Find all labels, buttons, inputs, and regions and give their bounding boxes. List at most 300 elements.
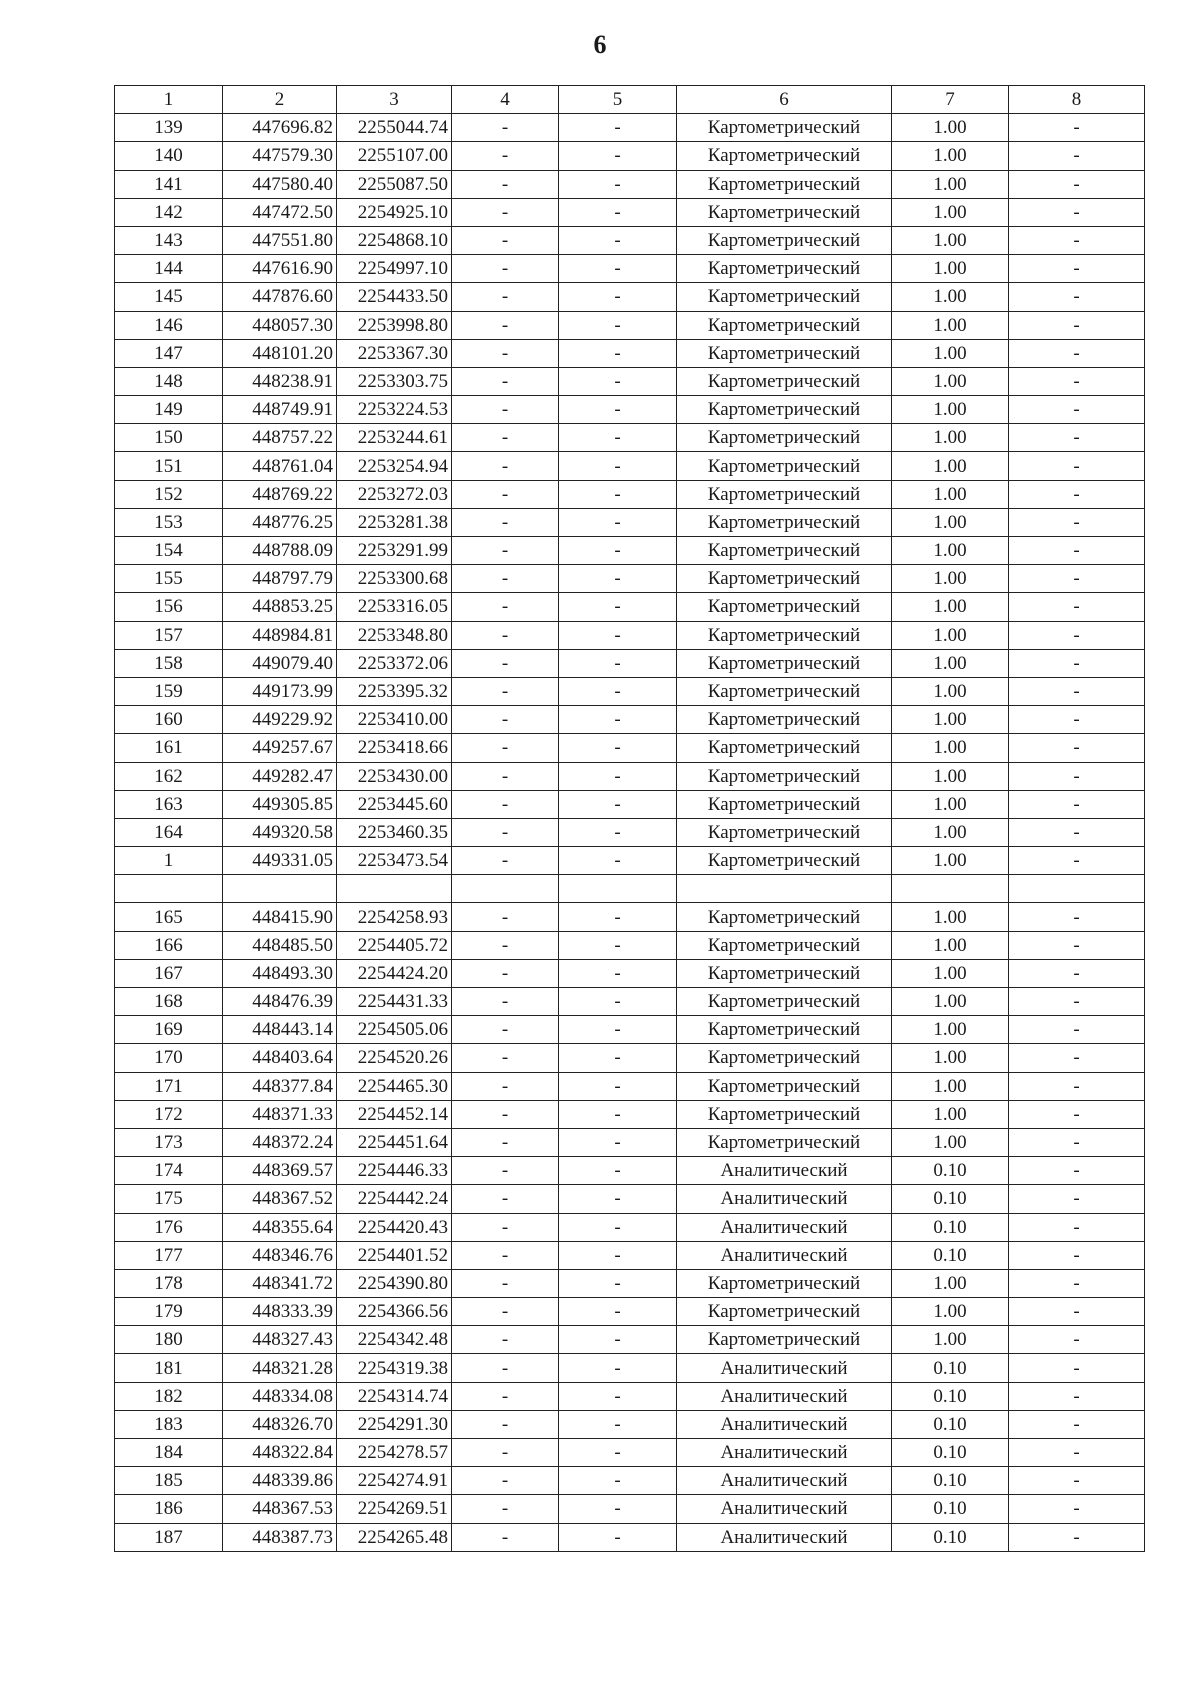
table-cell: 448377.84 <box>223 1072 337 1100</box>
table-cell: 180 <box>115 1326 223 1354</box>
table-cell: 448797.79 <box>223 565 337 593</box>
table-cell <box>115 875 223 903</box>
table-cell: - <box>1009 1157 1145 1185</box>
table-cell: 448769.22 <box>223 480 337 508</box>
table-cell: 1.00 <box>892 959 1009 987</box>
table-cell: 448415.90 <box>223 903 337 931</box>
table-cell: 142 <box>115 198 223 226</box>
table-cell: 448367.53 <box>223 1495 337 1523</box>
table-row <box>115 508 1145 536</box>
table-cell: - <box>1009 537 1145 565</box>
table-cell: 1.00 <box>892 480 1009 508</box>
table-cell: 2254401.52 <box>337 1241 452 1269</box>
table-cell: - <box>452 226 559 254</box>
table-cell: - <box>452 1439 559 1467</box>
table-cell: 448476.39 <box>223 988 337 1016</box>
table-cell: - <box>452 1016 559 1044</box>
table-cell: - <box>1009 1072 1145 1100</box>
table-row <box>115 1185 1145 1213</box>
table-cell: Картометрический <box>677 424 892 452</box>
table-cell: 447876.60 <box>223 283 337 311</box>
table-cell: 447551.80 <box>223 226 337 254</box>
table-cell: - <box>452 1100 559 1128</box>
table-cell: 1.00 <box>892 762 1009 790</box>
table-cell: - <box>452 424 559 452</box>
table-cell: Картометрический <box>677 988 892 1016</box>
table-cell: Картометрический <box>677 1298 892 1326</box>
table-row <box>115 988 1145 1016</box>
table-cell: - <box>452 1213 559 1241</box>
table-cell: - <box>559 621 677 649</box>
table-cell: 448776.25 <box>223 508 337 536</box>
table-body <box>115 114 1145 1552</box>
table-row <box>115 790 1145 818</box>
table-cell: 448761.04 <box>223 452 337 480</box>
table-cell: 181 <box>115 1354 223 1382</box>
table-cell: 2254319.38 <box>337 1354 452 1382</box>
table-cell: Картометрический <box>677 1269 892 1297</box>
table-cell: - <box>559 114 677 142</box>
table-cell: - <box>1009 818 1145 846</box>
table-cell: 0.10 <box>892 1495 1009 1523</box>
table-cell: - <box>452 903 559 931</box>
table-cell: 2254274.91 <box>337 1467 452 1495</box>
table-cell: - <box>452 537 559 565</box>
table-cell: 2253395.32 <box>337 677 452 705</box>
table-cell: 2253410.00 <box>337 706 452 734</box>
table-cell: - <box>559 1495 677 1523</box>
table-cell: 177 <box>115 1241 223 1269</box>
page-number: 6 <box>593 30 607 59</box>
table-cell: Картометрический <box>677 790 892 818</box>
table-cell: Аналитический <box>677 1241 892 1269</box>
table-cell: 2253348.80 <box>337 621 452 649</box>
table-cell: 150 <box>115 424 223 452</box>
table-cell: 187 <box>115 1523 223 1551</box>
table-row <box>115 424 1145 452</box>
table-row <box>115 875 1145 903</box>
table-cell: 2253445.60 <box>337 790 452 818</box>
table-cell: 1.00 <box>892 114 1009 142</box>
table-cell: - <box>452 959 559 987</box>
table-cell: Картометрический <box>677 508 892 536</box>
table-cell: - <box>1009 1185 1145 1213</box>
table-cell: 449331.05 <box>223 847 337 875</box>
table-cell: - <box>1009 452 1145 480</box>
table-cell: 158 <box>115 649 223 677</box>
table-row <box>115 1467 1145 1495</box>
table-cell: - <box>452 198 559 226</box>
table-cell: - <box>559 1157 677 1185</box>
table-cell: Аналитический <box>677 1213 892 1241</box>
table-cell: 2254465.30 <box>337 1072 452 1100</box>
table-cell: Картометрический <box>677 367 892 395</box>
table-cell: 143 <box>115 226 223 254</box>
table-cell: - <box>1009 649 1145 677</box>
table-cell: Картометрический <box>677 114 892 142</box>
table-cell: Картометрический <box>677 734 892 762</box>
table-cell: - <box>559 1072 677 1100</box>
table-cell: 448757.22 <box>223 424 337 452</box>
table-cell: Картометрический <box>677 706 892 734</box>
table-cell: 156 <box>115 593 223 621</box>
table-cell: 152 <box>115 480 223 508</box>
header-row <box>115 86 1145 114</box>
table-cell: 448749.91 <box>223 396 337 424</box>
table-cell: 172 <box>115 1100 223 1128</box>
table-cell: - <box>452 480 559 508</box>
table-cell: - <box>559 508 677 536</box>
table-cell: 1.00 <box>892 255 1009 283</box>
table-cell <box>1009 875 1145 903</box>
table-cell: 160 <box>115 706 223 734</box>
column-header-1: 1 <box>115 86 223 114</box>
table-cell: 2254278.57 <box>337 1439 452 1467</box>
table-cell: - <box>559 1523 677 1551</box>
column-header-5: 5 <box>559 86 677 114</box>
table-cell: - <box>559 1326 677 1354</box>
column-header-8: 8 <box>1009 86 1145 114</box>
table-header <box>115 86 1145 114</box>
table-cell: 170 <box>115 1044 223 1072</box>
table-cell: - <box>1009 1241 1145 1269</box>
table-cell: - <box>1009 903 1145 931</box>
table-cell: 449229.92 <box>223 706 337 734</box>
table-cell: - <box>1009 170 1145 198</box>
table-row <box>115 818 1145 846</box>
table-row <box>115 1298 1145 1326</box>
table-row <box>115 1213 1145 1241</box>
table-cell: - <box>452 1298 559 1326</box>
table-cell: 2254342.48 <box>337 1326 452 1354</box>
table-cell: - <box>452 1128 559 1156</box>
table-cell: - <box>559 1100 677 1128</box>
table-cell: - <box>452 818 559 846</box>
table-cell: - <box>452 452 559 480</box>
table-cell: 447616.90 <box>223 255 337 283</box>
table-cell: Картометрический <box>677 677 892 705</box>
table-cell: 0.10 <box>892 1523 1009 1551</box>
table-cell: - <box>1009 283 1145 311</box>
table-cell: Картометрический <box>677 170 892 198</box>
table-cell: 2253367.30 <box>337 339 452 367</box>
table-cell: 2253272.03 <box>337 480 452 508</box>
table-cell: 185 <box>115 1467 223 1495</box>
table-cell: - <box>559 1298 677 1326</box>
table-cell: 448367.52 <box>223 1185 337 1213</box>
table-row <box>115 593 1145 621</box>
table-cell: 448346.76 <box>223 1241 337 1269</box>
table-row <box>115 1439 1145 1467</box>
table-cell: 2255107.00 <box>337 142 452 170</box>
table-cell: - <box>559 339 677 367</box>
table-cell: 2254925.10 <box>337 198 452 226</box>
table-cell: Картометрический <box>677 1016 892 1044</box>
table-cell: - <box>1009 424 1145 452</box>
table-cell: 449320.58 <box>223 818 337 846</box>
table-row <box>115 255 1145 283</box>
table-cell: 448238.91 <box>223 367 337 395</box>
table-cell: Картометрический <box>677 931 892 959</box>
table-cell: - <box>452 988 559 1016</box>
table-cell: 2253254.94 <box>337 452 452 480</box>
table-cell: 2253244.61 <box>337 424 452 452</box>
table-cell: - <box>559 1213 677 1241</box>
table-cell: 448387.73 <box>223 1523 337 1551</box>
table-cell: 2253316.05 <box>337 593 452 621</box>
table-cell: - <box>452 1354 559 1382</box>
table-cell: 148 <box>115 367 223 395</box>
table-cell: 448493.30 <box>223 959 337 987</box>
table-cell: 447579.30 <box>223 142 337 170</box>
table-cell: 0.10 <box>892 1185 1009 1213</box>
table-cell: 449305.85 <box>223 790 337 818</box>
table-cell: - <box>559 734 677 762</box>
table-cell: 1.00 <box>892 1100 1009 1128</box>
table-cell: 2254446.33 <box>337 1157 452 1185</box>
table-cell: 2253430.00 <box>337 762 452 790</box>
table-cell: 1.00 <box>892 1016 1009 1044</box>
table-row <box>115 1241 1145 1269</box>
table-row <box>115 1044 1145 1072</box>
table-cell: 448057.30 <box>223 311 337 339</box>
table-cell: 0.10 <box>892 1213 1009 1241</box>
table-cell: - <box>1009 1467 1145 1495</box>
table-cell: - <box>559 396 677 424</box>
table-cell: - <box>1009 734 1145 762</box>
table-cell: - <box>1009 1354 1145 1382</box>
table-cell: 1.00 <box>892 311 1009 339</box>
table-row <box>115 677 1145 705</box>
table-cell: 157 <box>115 621 223 649</box>
table-cell: 1.00 <box>892 283 1009 311</box>
table-cell: - <box>452 1382 559 1410</box>
table-row <box>115 367 1145 395</box>
table-row <box>115 903 1145 931</box>
table-cell: - <box>452 565 559 593</box>
table-cell: 2253303.75 <box>337 367 452 395</box>
table-row <box>115 452 1145 480</box>
table-cell: 448403.64 <box>223 1044 337 1072</box>
column-header-2: 2 <box>223 86 337 114</box>
table-cell: 151 <box>115 452 223 480</box>
table-cell: 2253372.06 <box>337 649 452 677</box>
table-cell: 2254366.56 <box>337 1298 452 1326</box>
table-cell: Картометрический <box>677 762 892 790</box>
table-cell: Картометрический <box>677 1326 892 1354</box>
table-cell: 1 <box>115 847 223 875</box>
table-row <box>115 311 1145 339</box>
table-cell: - <box>559 367 677 395</box>
table-cell: 2254868.10 <box>337 226 452 254</box>
table-cell: - <box>1009 1298 1145 1326</box>
table-cell: - <box>559 480 677 508</box>
table-cell: 162 <box>115 762 223 790</box>
table-cell: - <box>1009 339 1145 367</box>
table-cell: 1.00 <box>892 1044 1009 1072</box>
table-cell: 176 <box>115 1213 223 1241</box>
column-header-4: 4 <box>452 86 559 114</box>
table-cell: - <box>1009 198 1145 226</box>
table-cell: - <box>452 1157 559 1185</box>
table-cell: - <box>452 508 559 536</box>
table-cell: - <box>452 593 559 621</box>
table-cell: - <box>452 311 559 339</box>
table-cell: Картометрический <box>677 621 892 649</box>
table-cell: 2254442.24 <box>337 1185 452 1213</box>
table-cell: 186 <box>115 1495 223 1523</box>
table-cell: 2253473.54 <box>337 847 452 875</box>
table-cell: - <box>559 1354 677 1382</box>
table-cell: 0.10 <box>892 1382 1009 1410</box>
table-cell: - <box>452 396 559 424</box>
table-cell: - <box>452 677 559 705</box>
table-cell: - <box>559 565 677 593</box>
table-cell: Картометрический <box>677 537 892 565</box>
table-cell: 2254505.06 <box>337 1016 452 1044</box>
table-cell: 2254520.26 <box>337 1044 452 1072</box>
table-cell: Картометрический <box>677 311 892 339</box>
table-cell: - <box>452 1185 559 1213</box>
table-cell: - <box>559 1382 677 1410</box>
table-cell: 1.00 <box>892 649 1009 677</box>
column-header-3: 3 <box>337 86 452 114</box>
table-cell: - <box>559 283 677 311</box>
table-cell: 448334.08 <box>223 1382 337 1410</box>
table-cell: - <box>452 762 559 790</box>
table-cell: 448339.86 <box>223 1467 337 1495</box>
table-cell: 447472.50 <box>223 198 337 226</box>
table-cell: - <box>559 142 677 170</box>
table-cell: Картометрический <box>677 339 892 367</box>
table-cell: - <box>559 762 677 790</box>
table-row <box>115 1410 1145 1438</box>
table-cell: - <box>559 593 677 621</box>
table-cell: Картометрический <box>677 283 892 311</box>
table-cell: - <box>559 1241 677 1269</box>
table-cell: - <box>559 790 677 818</box>
table-cell: - <box>452 1269 559 1297</box>
table-cell: - <box>1009 114 1145 142</box>
table-row <box>115 142 1145 170</box>
table-cell: - <box>1009 1523 1145 1551</box>
table-cell: - <box>559 1016 677 1044</box>
table-cell: - <box>559 959 677 987</box>
table-cell: - <box>1009 226 1145 254</box>
table-cell: 2254420.43 <box>337 1213 452 1241</box>
table-cell: Картометрический <box>677 903 892 931</box>
table-cell: - <box>452 1072 559 1100</box>
table-cell: - <box>452 706 559 734</box>
table-cell: 448321.28 <box>223 1354 337 1382</box>
table-cell: - <box>452 931 559 959</box>
table-cell: Картометрический <box>677 1128 892 1156</box>
table-row <box>115 1354 1145 1382</box>
table-cell: 164 <box>115 818 223 846</box>
table-row <box>115 1523 1145 1551</box>
table-cell: 146 <box>115 311 223 339</box>
table-cell: - <box>1009 1439 1145 1467</box>
table-cell: 1.00 <box>892 1269 1009 1297</box>
table-cell: 178 <box>115 1269 223 1297</box>
table-cell: Аналитический <box>677 1467 892 1495</box>
table-cell <box>452 875 559 903</box>
table-row <box>115 1100 1145 1128</box>
table-row <box>115 847 1145 875</box>
table-cell: 448101.20 <box>223 339 337 367</box>
table-cell: - <box>1009 593 1145 621</box>
table-cell <box>677 875 892 903</box>
table-cell: 1.00 <box>892 452 1009 480</box>
table-cell: 1.00 <box>892 818 1009 846</box>
table-cell: 1.00 <box>892 1326 1009 1354</box>
table-cell: 2254405.72 <box>337 931 452 959</box>
table-cell: - <box>559 931 677 959</box>
table-cell: 448355.64 <box>223 1213 337 1241</box>
table-cell: Картометрический <box>677 142 892 170</box>
table-cell: - <box>1009 1128 1145 1156</box>
table-cell: 449173.99 <box>223 677 337 705</box>
table-cell: - <box>1009 367 1145 395</box>
table-cell: - <box>559 226 677 254</box>
table-cell: - <box>1009 762 1145 790</box>
table-cell: 1.00 <box>892 226 1009 254</box>
table-cell: 448788.09 <box>223 537 337 565</box>
table-cell: 1.00 <box>892 424 1009 452</box>
table-cell: 1.00 <box>892 706 1009 734</box>
table-cell: 1.00 <box>892 339 1009 367</box>
table-cell: - <box>559 198 677 226</box>
table-cell: - <box>1009 1382 1145 1410</box>
table-cell: 2254424.20 <box>337 959 452 987</box>
table-cell: 174 <box>115 1157 223 1185</box>
table-cell: - <box>1009 1016 1145 1044</box>
table-cell <box>892 875 1009 903</box>
table-cell: 2253300.68 <box>337 565 452 593</box>
table-cell: 1.00 <box>892 621 1009 649</box>
table-cell: Картометрический <box>677 255 892 283</box>
table-cell: - <box>452 1467 559 1495</box>
table-cell: Аналитический <box>677 1523 892 1551</box>
table-row <box>115 114 1145 142</box>
table-cell: - <box>559 649 677 677</box>
table-cell <box>337 875 452 903</box>
table-cell: - <box>559 903 677 931</box>
table-row <box>115 649 1145 677</box>
table-row <box>115 1495 1145 1523</box>
table-cell: 1.00 <box>892 396 1009 424</box>
table-cell: 2253998.80 <box>337 311 452 339</box>
table-cell: - <box>1009 1269 1145 1297</box>
table-cell: 2255044.74 <box>337 114 452 142</box>
table-cell: - <box>559 847 677 875</box>
table-cell: 1.00 <box>892 790 1009 818</box>
table-cell: Картометрический <box>677 198 892 226</box>
table-row <box>115 1382 1145 1410</box>
table-row <box>115 198 1145 226</box>
table-cell: - <box>1009 621 1145 649</box>
table-cell: 1.00 <box>892 734 1009 762</box>
table-cell: - <box>452 114 559 142</box>
table-cell: - <box>452 790 559 818</box>
table-cell: - <box>559 311 677 339</box>
table-cell: Аналитический <box>677 1354 892 1382</box>
table-cell: 2254997.10 <box>337 255 452 283</box>
table-cell: - <box>1009 1410 1145 1438</box>
table-cell: 2253281.38 <box>337 508 452 536</box>
table-cell: 449079.40 <box>223 649 337 677</box>
table-cell: 167 <box>115 959 223 987</box>
